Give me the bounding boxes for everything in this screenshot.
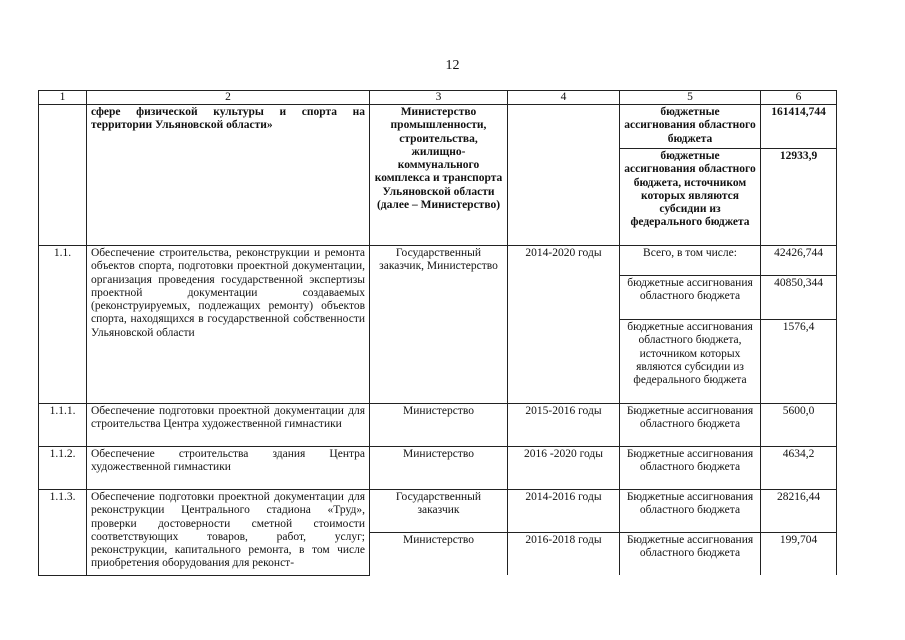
table-row <box>39 404 837 447</box>
funding-source-cell: бюджетные ассигнования областного бюджета <box>620 105 761 149</box>
executor-cell: Министерство <box>370 404 508 447</box>
funding-source-cell: Бюджетные ассигнования областного бюджета <box>620 404 761 447</box>
amount-cell: 12933,9 <box>761 149 837 246</box>
item-number-cell: 1.1.1. <box>39 404 87 447</box>
executor-cell: Министерство промышленности, строительства, жилищно-коммунального комплекса и транспорта Ульяновской области (далее – Министерство) <box>370 105 508 246</box>
item-name-cell: Обеспечение подготовки проектной документации для реконструкции Центрального стадиона «Труд», проверки достоверности сметной стоимости соответствующих товаров, работ, услуг; реконструкции, капитального ремонта, в том числе приобретения оборудования для реконст- <box>87 490 370 576</box>
funding-source-cell: Бюджетные ассигнования областного бюджета <box>620 447 761 490</box>
years-cell: 2014-2016 годы <box>508 490 620 533</box>
amount-cell: 199,704 <box>761 533 837 576</box>
table-row <box>39 246 837 276</box>
amount-cell: 42426,744 <box>761 246 837 276</box>
column-header: 5 <box>620 91 761 105</box>
item-name-cell: сфере физической культуры и спорта на территории Ульяновской области» <box>87 105 370 246</box>
page-number: 12 <box>445 58 460 73</box>
amount-cell: 4634,2 <box>761 447 837 490</box>
executor-cell: Государственный заказчик <box>370 490 508 533</box>
item-number-cell: 1.1.2. <box>39 447 87 490</box>
column-header: 3 <box>370 91 508 105</box>
years-cell: 2014-2020 годы <box>508 246 620 404</box>
executor-cell: Министерство <box>370 533 508 576</box>
funding-source-cell: Бюджетные ассигнования областного бюджета <box>620 490 761 533</box>
amount-cell: 28216,44 <box>761 490 837 533</box>
item-number-cell: 1.1.3. <box>39 490 87 576</box>
executor-cell: Государственный заказчик, Министерство <box>370 246 508 404</box>
item-name-cell: Обеспечение строительства здания Центра художественной гимнастики <box>87 447 370 490</box>
item-number-cell <box>39 105 87 246</box>
years-cell: 2016 -2020 годы <box>508 447 620 490</box>
item-name-cell: Обеспечение подготовки проектной документации для строительства Центра художественной гимнастики <box>87 404 370 447</box>
column-header: 4 <box>508 91 620 105</box>
amount-cell: 161414,744 <box>761 105 837 149</box>
funding-source-cell: бюджетные ассигнования областного бюджета, источником которых являются субсидии из федерального бюджета <box>620 149 761 246</box>
funding-source-cell: Всего, в том числе: <box>620 246 761 276</box>
item-number-cell: 1.1. <box>39 246 87 404</box>
column-header: 1 <box>39 91 87 105</box>
table-row <box>39 105 837 149</box>
column-number-row <box>39 91 837 105</box>
column-header: 6 <box>761 91 837 105</box>
years-cell: 2015-2016 годы <box>508 404 620 447</box>
item-name-cell: Обеспечение строительства, реконструкции и ремонта объектов спорта, подготовки проектной документации, организация проведения государственной экспертизы проектной документации создаваемых (реконструируемых, подлежащих ремонту) объектов спорта, находящихся в государственной собственности Ульяновской области <box>87 246 370 404</box>
years-cell: 2016-2018 годы <box>508 533 620 576</box>
funding-source-cell: Бюджетные ассигнования областного бюджета <box>620 533 761 576</box>
amount-cell: 1576,4 <box>761 320 837 404</box>
program-table <box>38 90 837 576</box>
table-row <box>39 447 837 490</box>
executor-cell: Министерство <box>370 447 508 490</box>
amount-cell: 5600,0 <box>761 404 837 447</box>
years-cell <box>508 105 620 246</box>
column-header: 2 <box>87 91 370 105</box>
amount-cell: 40850,344 <box>761 276 837 320</box>
table-row <box>39 490 837 533</box>
funding-source-cell: бюджетные ассигнования областного бюджета <box>620 276 761 320</box>
funding-source-cell: бюджетные ассигнования областного бюджета, источником которых являются субсидии из федерального бюджета <box>620 320 761 404</box>
